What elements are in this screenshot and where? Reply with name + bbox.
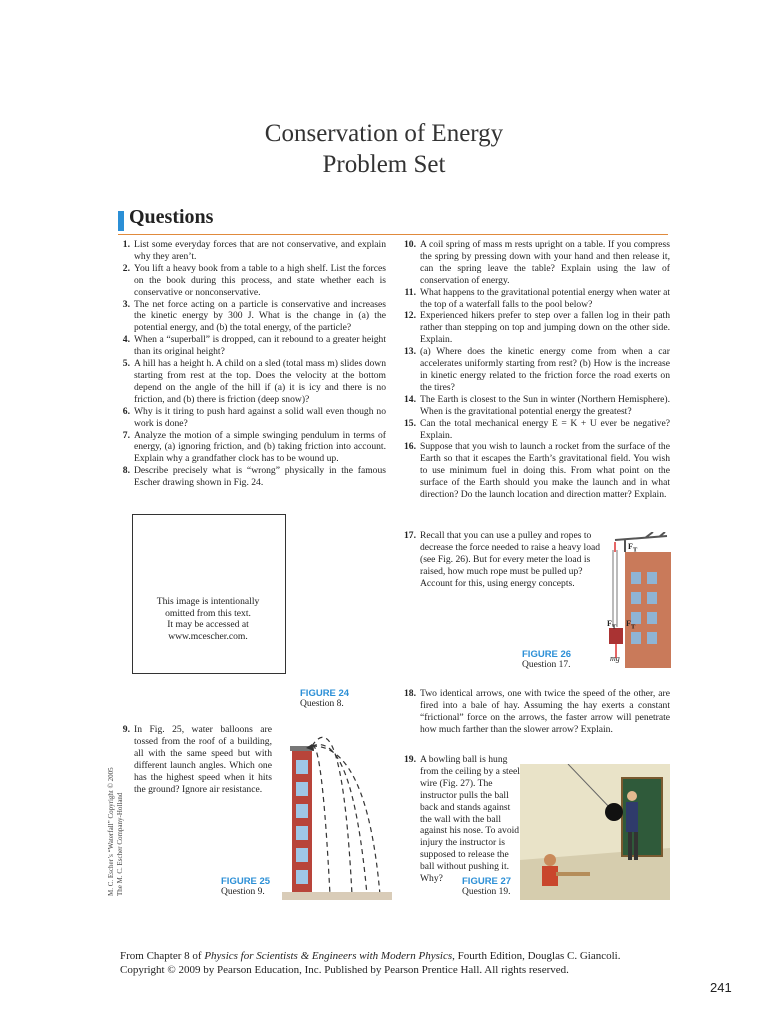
balloon-trajectories	[312, 737, 380, 895]
figure-25-illustration	[282, 720, 392, 900]
section-title: Questions	[129, 206, 214, 228]
label-ft-right: $F_T$	[626, 619, 636, 631]
escher-image-placeholder	[132, 514, 286, 674]
question-19: 19. A bowling ball is hung from the ceiling by a steel wire (Fig. 27). The instructor pulls the ball back and stands against the wall with the ball against his nose. To avoid injury the instructor is supposed to release the ball without pushing it. Why?	[404, 754, 520, 885]
title-line-1: Conservation of Energy	[264, 120, 504, 147]
figure-24-caption: FIGURE 24 Question 8.	[300, 688, 350, 709]
ground	[282, 892, 392, 900]
question-item: 10. A coil spring of mass m rests upright on a table. If you compress the spring by pressing down with your hand and then release it, can the spring leave the table? Explain using the law of conservation of energy.	[404, 239, 670, 286]
instructor-leg	[634, 832, 638, 860]
question-17: 17. Recall that you can use a pulley and ropes to decrease the force needed to raise a heavy load (see Fig. 26). But for every meter the load is raised, how much rope must be pulled up? Account for this, using energy concepts.	[404, 530, 601, 589]
bowling-ball	[605, 803, 623, 821]
student-head	[544, 854, 556, 866]
question-item: 8. Describe precisely what is “wrong” physically in the famous Escher drawing shown in Fig. 24.	[122, 465, 386, 489]
question-item: 3. The net force acting on a particle is conservative and increases the kinetic energy by 300 J. What is the change in (a) the potential energy, and (b) the total energy, of the particle?	[122, 298, 386, 334]
desk	[556, 872, 590, 876]
escher-omitted-notice: This image is intentionally omitted from this text. It may be accessed at www.mcescher.com.	[156, 596, 260, 642]
figure-26-caption: FIGURE 26 Question 17.	[522, 649, 572, 670]
question-item: 6. Why is it tiring to push hard against a solid wall even though no work is done?	[122, 405, 386, 429]
crane-beam	[615, 532, 667, 552]
instructor-head	[627, 791, 637, 801]
question-item: 11. What happens to the gravitational potential energy when water at the top of a waterfall falls to the pool below?	[404, 286, 670, 310]
student-body	[542, 866, 558, 886]
figure-26-illustration	[605, 532, 671, 668]
question-item: 1. List some everyday forces that are not conservative, and explain why they aren’t.	[122, 239, 386, 262]
left-question-list	[116, 239, 386, 489]
figure-25-caption: FIGURE 25 Question 9.	[221, 876, 271, 897]
image-credit: M. C. Escher’s “Waterfall” Copyright © 2005 The M. C. Escher Company-Holland	[107, 767, 124, 896]
question-item: 2. You lift a heavy book from a table to a high shelf. List the forces on the book during this process, and state whether each is conservative or nonconservative.	[122, 262, 386, 298]
section-marker	[118, 211, 124, 231]
instructor-leg	[628, 832, 632, 860]
page-title	[0, 118, 768, 180]
source-footer	[120, 949, 680, 977]
question-item: 13. (a) Where does the kinetic energy come from when a car accelerates uniformly starting from rest? (b) How is the increase in kinetic energy related to the friction force the road exerts on the tires?	[404, 346, 670, 393]
section-rule	[118, 234, 668, 235]
footer-line-2: Copyright © 2009 by Pearson Education, Inc. Published by Pearson Prentice Hall. All rights reserved.	[120, 964, 569, 976]
question-9: 9. In Fig. 25, water balloons are tossed from the roof of a building, all with the same speed but with different launch angles. Which one has the highest speed when it hits the ground? Ignore air resistance.	[122, 724, 272, 795]
question-item: 16. Suppose that you wish to launch a rocket from the surface of the Earth so that it escapes the Earth’s gravitational field. You wish to use minimum fuel in doing this. From what point on the surface of the Earth should you make the launch and in what direction? Do the launch location and direction matter? Explain.	[404, 441, 670, 501]
building-facade	[625, 552, 671, 668]
instructor-body	[626, 802, 638, 832]
question-item: 14. The Earth is closest to the Sun in winter (Northern Hemisphere). When is the gravitational potential energy the greatest?	[404, 393, 670, 417]
question-item: 15. Can the total mechanical energy E = K + U ever be negative? Explain.	[404, 417, 670, 441]
title-line-2: Problem Set	[322, 151, 446, 178]
page-number: 241	[710, 980, 732, 995]
right-question-list	[402, 239, 670, 501]
label-ft: $F_T$	[628, 542, 638, 554]
question-18: 18. Two identical arrows, one with twice the speed of the other, are fired into a bale of hay. Assuming the hay exerts a constant “frictional” force on the arrows, the faster arrow will penetrate how much farther than the slower arrow? Explain.	[404, 688, 670, 735]
label-ft-left: $F_T$	[607, 619, 617, 631]
figure-27-caption: FIGURE 27 Question 19.	[462, 876, 512, 897]
question-item: 12. Experienced hikers prefer to step over a fallen log in their path rather than stepping on top and jumping down on the other side. Explain.	[404, 310, 670, 346]
question-item: 4. When a “superball” is dropped, can it rebound to a greater height than its original height?	[122, 334, 386, 358]
question-item: 7. Analyze the motion of a simple swinging pendulum in terms of energy, (a) ignoring friction, and (b) taking friction into account. Explain why a grandfather clock has to be wound up.	[122, 429, 386, 465]
figure-27-illustration	[520, 764, 670, 900]
label-mg: mg	[610, 654, 620, 663]
question-item: 5. A hill has a height h. A child on a sled (total mass m) slides down starting from rest at the top. Does the velocity at the bottom depend on the angle of the hill if (a) it is icy and there is no friction, and (b) there is friction (deep snow)?	[122, 358, 386, 405]
footer-line-1: From Chapter 8 of Physics for Scientists & Engineers with Modern Physics, Fourth Edition, Douglas C. Giancoli.	[120, 950, 621, 962]
